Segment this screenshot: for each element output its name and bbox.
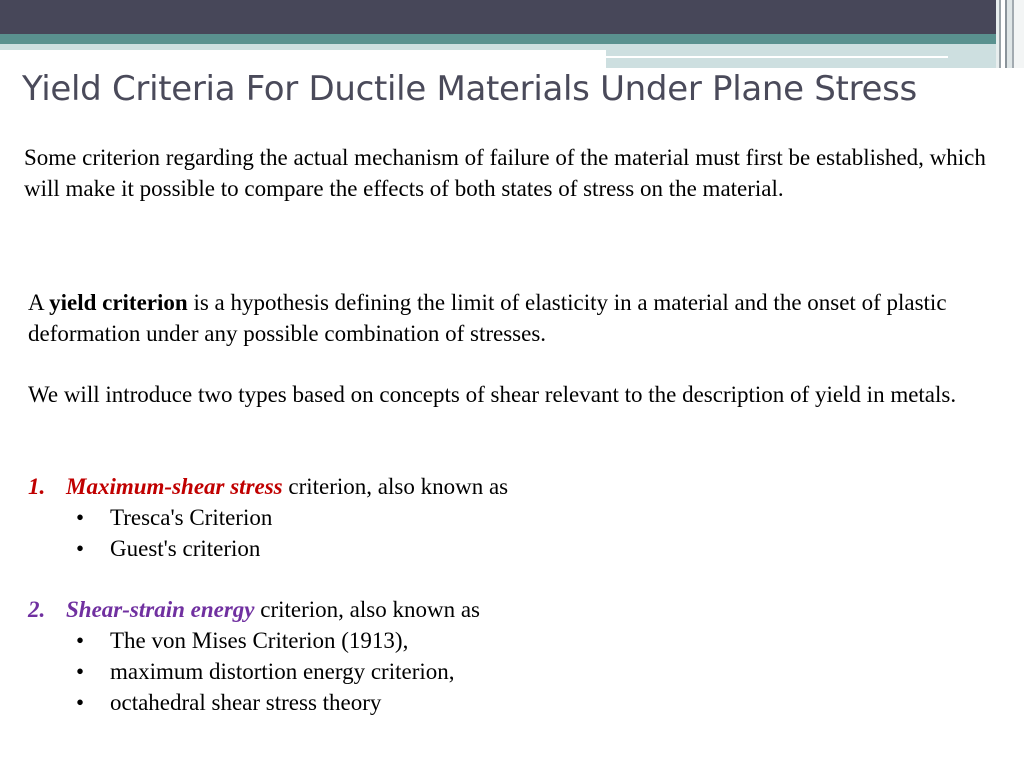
definition-paragraph (28, 287, 1008, 349)
alias-text: maximum distortion energy criterion, (110, 659, 455, 684)
slide-title: Yield Criteria For Ductile Materials Under Plane Stress (22, 69, 917, 109)
alias-text: Tresca's Criterion (110, 505, 273, 530)
bullet-icon: • (76, 628, 85, 653)
types-intro-paragraph: We will introduce two types based on concepts of shear relevant to the description of yield in metals. (28, 382, 957, 407)
bullet-icon: • (76, 690, 85, 715)
criterion-1-heading (28, 471, 988, 502)
criterion-2-suffix: criterion, also known as (254, 597, 480, 622)
header-bar-teal (0, 34, 1024, 44)
criterion-2 (28, 594, 988, 718)
criterion-2-aliases (28, 625, 988, 718)
list-item (28, 502, 988, 533)
header-thin-line (606, 56, 948, 58)
list-item (28, 533, 988, 564)
intro-paragraph: Some criterion regarding the actual mechanism of failure of the material must first be established, which will make it possible to compare the effects of both states of stress on the material. (24, 145, 986, 201)
criterion-2-term: Shear-strain energy (66, 597, 255, 622)
list-item (28, 687, 988, 718)
criterion-1-aliases (28, 502, 988, 564)
criterion-1-number: 1. (28, 474, 46, 499)
list-item (28, 625, 988, 656)
bullet-icon: • (76, 505, 85, 530)
criterion-1 (28, 471, 988, 564)
criterion-2-heading (28, 594, 988, 625)
alias-text: octahedral shear stress theory (110, 690, 382, 715)
header-bar-pale (0, 44, 606, 50)
definition-prefix: A (28, 290, 50, 315)
bullet-icon: • (76, 536, 85, 561)
definition-rest: is a hypothesis defining the limit of elasticity in a material and the onset of plastic deformation under any possible combination of stresses. (28, 290, 947, 346)
alias-text: Guest's criterion (110, 536, 261, 561)
criterion-1-suffix: criterion, also known as (282, 474, 509, 499)
list-item (28, 656, 988, 687)
definition-term: yield criterion (49, 290, 188, 315)
header-stripes (996, 0, 1024, 68)
alias-text: The von Mises Criterion (1913), (110, 628, 409, 653)
bullet-icon: • (76, 659, 85, 684)
criterion-1-term: Maximum-shear stress (66, 474, 283, 499)
criterion-2-number: 2. (28, 597, 46, 622)
header-bar-dark (0, 0, 1024, 34)
